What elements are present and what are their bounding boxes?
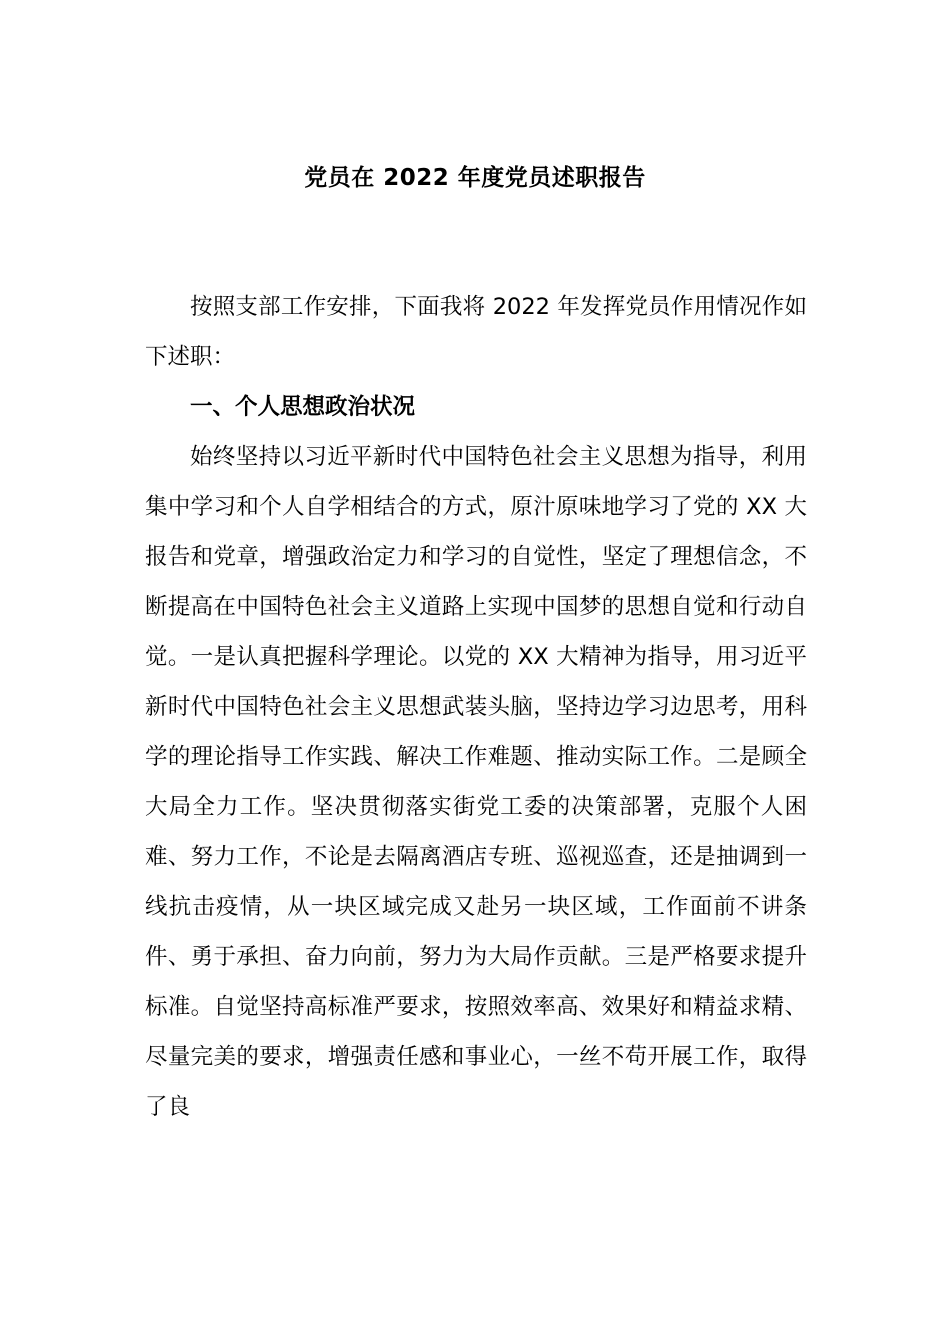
- document-title: 党员在 2022 年度党员述职报告: [304, 165, 646, 191]
- intro-paragraph: 按照支部工作安排，下面我将 2022 年发挥党员作用情况作如下述职：: [145, 294, 807, 370]
- section-heading-1: 一、个人思想政治状况: [190, 394, 416, 420]
- document-body: [145, 282, 807, 1132]
- section-body-1: 始终坚持以习近平新时代中国特色社会主义思想为指导，利用集中学习和个人自学相结合的方式，原汁原味地学习了党的 XX 大报告和党章，增强政治定力和学习的自觉性，坚定了理想信念，不断提高在中国特色社会主义道路上实现中国梦的思想自觉和行动自觉。一是认真把握科学理论。以党的 XX 大精神为指导，用习近平新时代中国特色社会主义思想武装头脑，坚持边学习边思考，用科学的理论指导工作实践、解决工作难题、推动实际工作。二是顾全大局全力工作。坚决贯彻落实街党工委的决策部署，克服个人困难、努力工作，不论是去隔离酒店专班、巡视巡查，还是抽调到一线抗击疫情，从一块区域完成又赴另一块区域，工作面前不讲条件、勇于承担、奋力向前，努力为大局作贡献。三是严格要求提升标准。自觉坚持高标准严要求，按照效率高、效果好和精益求精、尽量完美的要求，增强责任感和事业心，一丝不苟开展工作，取得了良: [145, 444, 807, 1120]
